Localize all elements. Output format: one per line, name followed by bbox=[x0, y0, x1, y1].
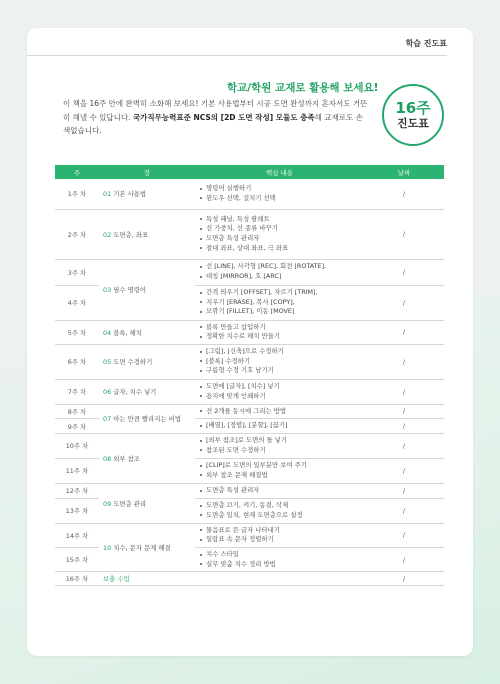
date-cell: / bbox=[364, 404, 444, 419]
content-item: 윈도우 선택, 걸치기 선택 bbox=[199, 194, 361, 204]
content-item: 도면층 일치, 현재 도면층으로 설정 bbox=[199, 511, 361, 521]
content-item: 치수 스타일 bbox=[199, 550, 361, 560]
content-cell bbox=[195, 483, 364, 498]
date-cell: / bbox=[364, 285, 444, 320]
chapter-number: 02 bbox=[103, 230, 112, 239]
content-item: 도면층 특성 관리자 bbox=[199, 486, 361, 496]
date-cell: / bbox=[364, 483, 444, 498]
date-cell: / bbox=[364, 344, 444, 379]
header-divider bbox=[27, 55, 447, 56]
content-item: 참조된 도면 수정하기 bbox=[199, 446, 361, 456]
content-item: 외부 참조 문제 해결법 bbox=[199, 471, 361, 481]
date-cell: / bbox=[364, 433, 444, 458]
intro-paragraph bbox=[63, 97, 369, 138]
date-cell: / bbox=[364, 572, 444, 586]
chapter-cell bbox=[99, 344, 195, 379]
header-date: 날짜 bbox=[364, 165, 444, 179]
chapter-cell bbox=[99, 320, 195, 344]
chapter-cell bbox=[99, 523, 195, 571]
header-chapter: 장 bbox=[99, 165, 195, 179]
week-cell: 14주 차 bbox=[55, 523, 99, 547]
content-item: [외부 참조]로 도면의 틀 넣기 bbox=[199, 436, 361, 446]
content-item: 모깎기 [FILLET], 이동 [MOVE] bbox=[199, 307, 361, 317]
week-cell: 8주 차 bbox=[55, 404, 99, 419]
date-cell: / bbox=[364, 458, 444, 483]
content-item: 도면에 [글자], [치수] 넣기 bbox=[199, 382, 361, 392]
chapter-title: 블록, 해치 bbox=[113, 328, 142, 337]
chapter-number: 08 bbox=[103, 454, 112, 463]
table-row bbox=[55, 259, 444, 285]
intro-text-1: 이 책을 16주 안에 완벽히 소화해 보세요! 기본 사용법부터 시공 도면 완성까지 혼자서도 거뜬히 해낼 수 있답니다. bbox=[63, 99, 368, 122]
week-cell: 5주 차 bbox=[55, 320, 99, 344]
week-cell: 7주 차 bbox=[55, 379, 99, 404]
header-tag: 학습 진도표 bbox=[405, 39, 447, 48]
sixteen-week-badge bbox=[382, 84, 444, 146]
table-row bbox=[55, 209, 444, 259]
chapter-title: 보충 수업 bbox=[103, 575, 130, 584]
table-row bbox=[55, 433, 444, 458]
content-item: 블록 만들고 삽입하기 bbox=[199, 323, 361, 333]
week-cell: 2주 차 bbox=[55, 209, 99, 259]
chapter-number: 01 bbox=[103, 190, 112, 199]
chapter-number: 06 bbox=[103, 388, 112, 397]
headline: 학교/학원 교재로 활용해 보세요! bbox=[227, 82, 379, 94]
chapter-number: 07 bbox=[103, 415, 112, 424]
chapter-cell bbox=[99, 404, 195, 433]
chapter-number: 10 bbox=[103, 544, 112, 553]
content-item: [CLIP]로 도면의 일부분만 보여 주기 bbox=[199, 461, 361, 471]
schedule-table bbox=[55, 165, 444, 586]
week-cell: 9주 차 bbox=[55, 419, 99, 434]
table-row bbox=[55, 179, 444, 209]
content-cell bbox=[195, 404, 364, 419]
content-cell bbox=[195, 259, 364, 285]
content-item: 구름형 수정 기호 남기기 bbox=[199, 366, 361, 376]
content-cell bbox=[195, 419, 364, 434]
chapter-title: 기본 사용법 bbox=[113, 190, 147, 199]
chapter-number: 04 bbox=[103, 328, 112, 337]
chapter-title: 아는 만큼 빨라지는 비법 bbox=[113, 415, 182, 424]
content-cell bbox=[195, 285, 364, 320]
chapter-cell bbox=[99, 259, 195, 320]
chapter-title: 도면층, 좌표 bbox=[113, 230, 149, 239]
content-item: 용지에 맞게 인쇄하기 bbox=[199, 392, 361, 402]
date-cell: / bbox=[364, 209, 444, 259]
date-cell: / bbox=[364, 498, 444, 523]
date-cell: / bbox=[364, 379, 444, 404]
intro-text-2: 해 교재로도 손색없습니다. bbox=[63, 112, 363, 136]
content-item: 일람표 속 문자 정렬하기 bbox=[199, 535, 361, 545]
table-row bbox=[55, 320, 444, 344]
week-cell: 4주 차 bbox=[55, 285, 99, 320]
table-row bbox=[55, 523, 444, 547]
content-cell bbox=[195, 209, 364, 259]
content-item: 지우기 [ERASE], 복사 [COPY], bbox=[199, 298, 361, 308]
week-cell: 1주 차 bbox=[55, 179, 99, 209]
content-cell bbox=[195, 344, 364, 379]
content-cell bbox=[195, 433, 364, 458]
chapter-title: 글자, 치수 넣기 bbox=[113, 388, 157, 397]
chapter-title: 도면 수정하기 bbox=[113, 358, 153, 367]
content-item: 물음표로 뜬 글자 나타내기 bbox=[199, 526, 361, 536]
chapter-cell bbox=[99, 483, 195, 523]
content-item: [그립], [신축]으로 수정하기 bbox=[199, 347, 361, 357]
week-cell: 16주 차 bbox=[55, 572, 99, 586]
content-cell bbox=[195, 523, 364, 547]
chapter-title: 외부 참조 bbox=[113, 454, 140, 463]
table-header-row bbox=[55, 165, 444, 179]
content-item: 도면층 특성 관리자 bbox=[199, 234, 361, 244]
table-row bbox=[55, 404, 444, 419]
header-content: 핵심 내용 bbox=[195, 165, 364, 179]
table-row bbox=[55, 483, 444, 498]
content-cell bbox=[195, 458, 364, 483]
date-cell: / bbox=[364, 523, 444, 547]
chapter-cell bbox=[99, 179, 195, 209]
content-cell bbox=[195, 320, 364, 344]
content-item: 선 [LINE], 사각형 [REC], 회전 [ROTATE], bbox=[199, 262, 361, 272]
date-cell: / bbox=[364, 259, 444, 285]
content-cell bbox=[195, 379, 364, 404]
date-cell: / bbox=[364, 419, 444, 434]
table-row bbox=[55, 344, 444, 379]
content-item: 선 가중치, 선 종류 바꾸기 bbox=[199, 224, 361, 234]
content-item: 간격 띄우기 [OFFSET], 자르기 [TRIM], bbox=[199, 288, 361, 298]
content-cell bbox=[195, 179, 364, 209]
content-item: 절대 좌표, 상대 좌표, 극 좌표 bbox=[199, 244, 361, 254]
chapter-cell bbox=[99, 209, 195, 259]
content-item: 실무 맞춤 치수 정리 방법 bbox=[199, 560, 361, 570]
header-week: 주 bbox=[55, 165, 99, 179]
badge-label: 진도표 bbox=[397, 116, 429, 130]
content-item: 정확한 치수로 해치 만들기 bbox=[199, 332, 361, 342]
chapter-cell bbox=[99, 379, 195, 404]
date-cell: / bbox=[364, 179, 444, 209]
content-item: [배열], [정렬], [분할], [끊기] bbox=[199, 421, 361, 431]
intro-text-bold: 국가직무능력표준 NCS의 [2D 도면 작성] 모듈도 충족 bbox=[132, 112, 315, 122]
chapter-title: 필수 명령어 bbox=[113, 286, 147, 294]
content-item: 명령어 실행하기 bbox=[199, 184, 361, 194]
table-row bbox=[55, 572, 444, 586]
chapter-title: 치수, 문자 문제 해결 bbox=[113, 544, 171, 553]
chapter-cell bbox=[99, 572, 195, 586]
content-item: 도면층 끄기, 켜기, 동결, 삭제 bbox=[199, 501, 361, 511]
content-cell bbox=[195, 572, 364, 586]
week-cell: 6주 차 bbox=[55, 344, 99, 379]
chapter-cell bbox=[99, 433, 195, 483]
content-cell bbox=[195, 498, 364, 523]
week-cell: 15주 차 bbox=[55, 548, 99, 572]
chapter-title: 도면층 관리 bbox=[113, 499, 147, 508]
date-cell: / bbox=[364, 320, 444, 344]
content-item: 선 2개를 동시에 그리는 방법 bbox=[199, 407, 361, 417]
chapter-number: 03 bbox=[103, 286, 112, 294]
week-cell: 10주 차 bbox=[55, 433, 99, 458]
week-cell: 12주 차 bbox=[55, 483, 99, 498]
content-item: 특성 패널, 특성 팔레트 bbox=[199, 215, 361, 225]
content-cell bbox=[195, 548, 364, 572]
week-cell: 13주 차 bbox=[55, 498, 99, 523]
badge-number: 16주 bbox=[395, 98, 431, 117]
content-item: 대칭 [MIRROR], 호 [ARC] bbox=[199, 272, 361, 282]
chapter-number: 05 bbox=[103, 358, 112, 367]
date-cell: / bbox=[364, 548, 444, 572]
week-cell: 3주 차 bbox=[55, 259, 99, 285]
content-item: [블록] 수정하기 bbox=[199, 357, 361, 367]
week-cell: 11주 차 bbox=[55, 458, 99, 483]
table-row bbox=[55, 379, 444, 404]
chapter-number: 09 bbox=[103, 499, 112, 508]
